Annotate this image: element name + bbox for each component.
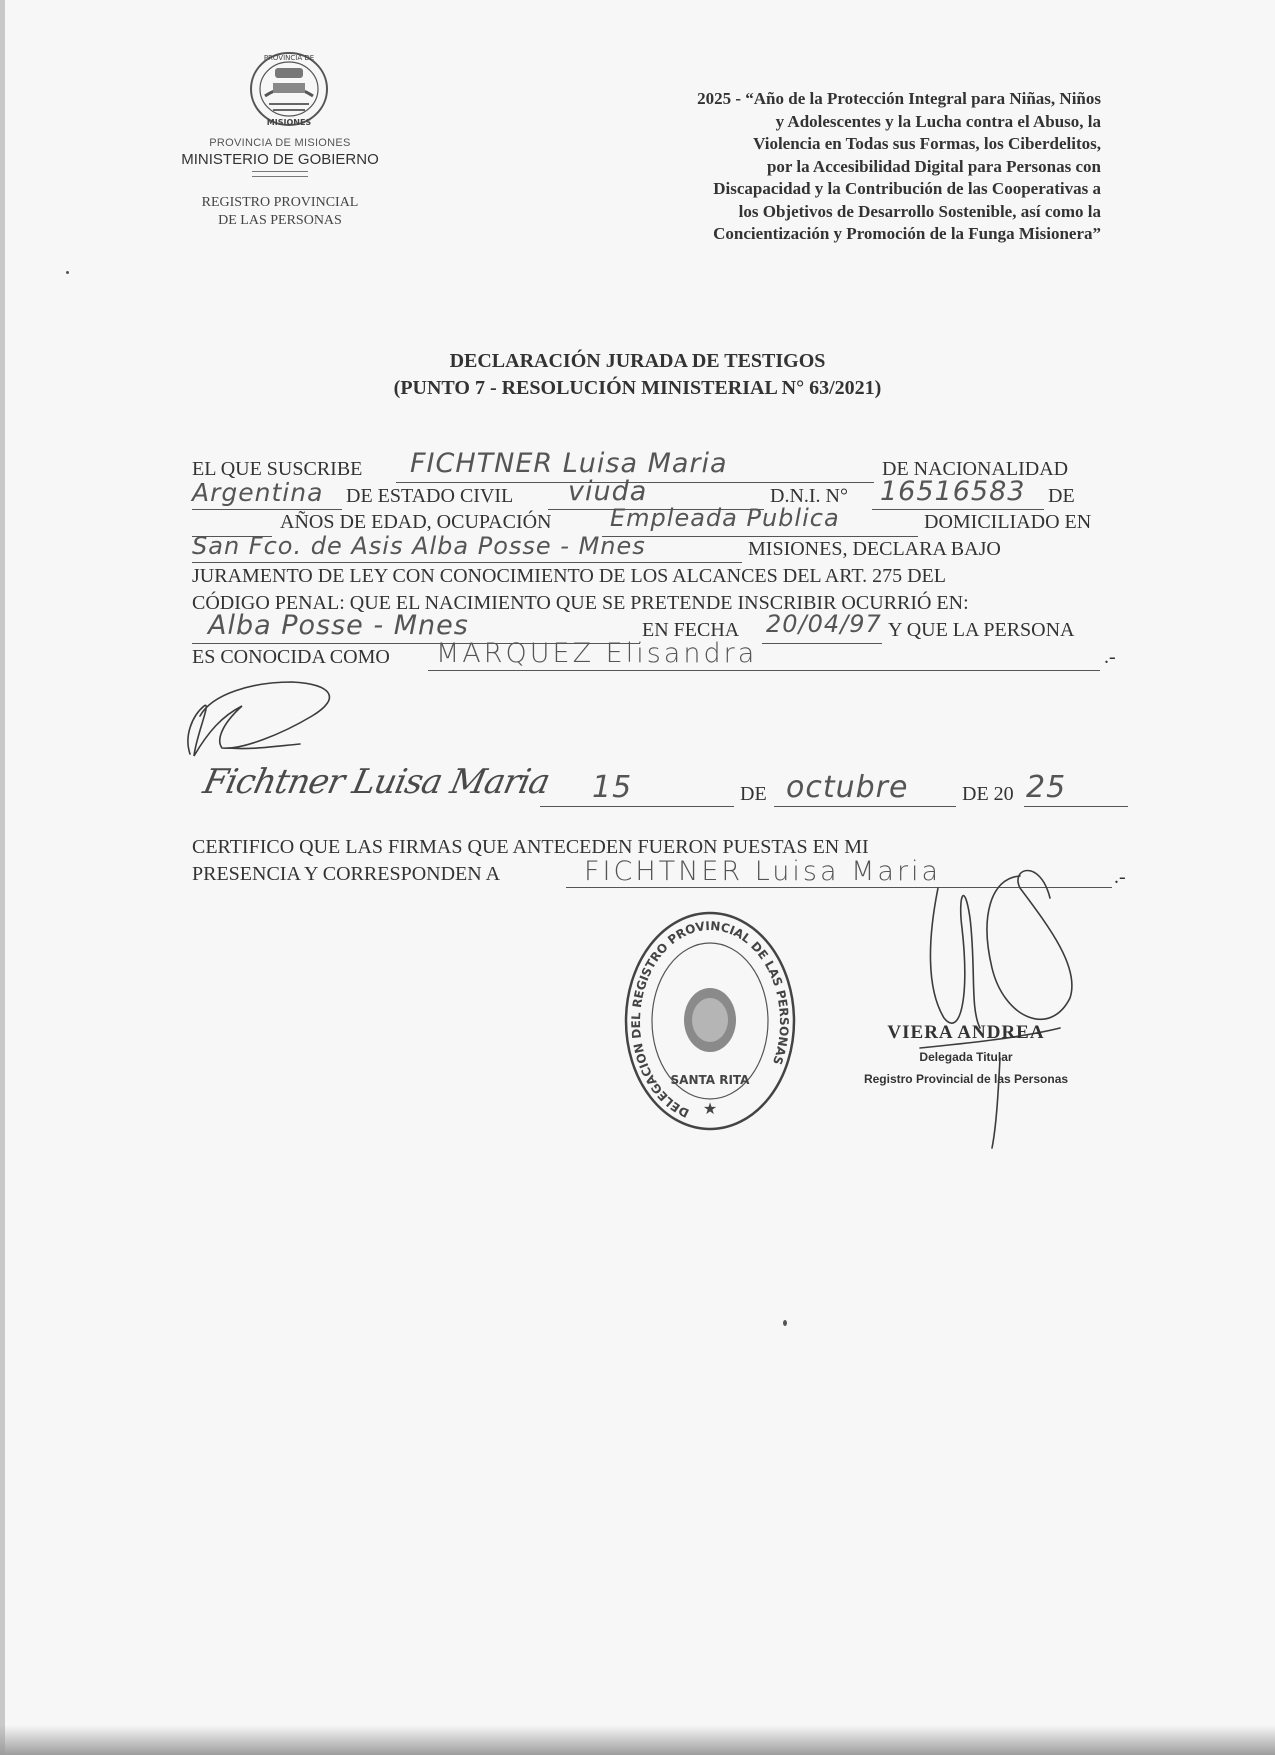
scan-speck xyxy=(66,271,69,274)
field-line-anio xyxy=(1024,806,1128,807)
label-de-mes: DE xyxy=(740,783,767,805)
label-domiciliado-en: DOMICILIADO EN xyxy=(924,511,1092,533)
field-estado-civil: viuda xyxy=(568,476,648,507)
field-mes: octubre xyxy=(786,770,909,805)
document-title: DECLARACIÓN JURADA DE TESTIGOS xyxy=(449,350,826,372)
year-motto xyxy=(541,88,1101,246)
label-dni: D.N.I. N° xyxy=(770,485,848,507)
registry-stamp xyxy=(622,908,798,1134)
scan-bottom-edge xyxy=(0,1725,1275,1755)
field-ocupacion: Empleada Publica xyxy=(610,504,840,532)
field-dia: 15 xyxy=(592,770,633,805)
field-line-conocida-como xyxy=(428,670,1100,671)
field-nacionalidad: Argentina xyxy=(192,478,324,507)
text-juramento: JURAMENTO DE LEY CON CONOCIMIENTO DE LOS ALCANCES DEL ART. 275 DEL xyxy=(192,565,946,587)
stamp-star-icon: ★ xyxy=(702,1099,718,1118)
field-anio: 25 xyxy=(1026,770,1067,805)
field-dni: 16516583 xyxy=(880,476,1026,507)
stamp-ring-text: DELEGACION DEL REGISTRO PROVINCIAL DE LAS PERSONAS xyxy=(628,918,792,1121)
text-certifico-1: CERTIFICO QUE LAS FIRMAS QUE ANTECEDEN FUERON PUESTAS EN MI xyxy=(192,836,869,858)
field-domicilio: San Fco. de Asis Alba Posse - Mnes xyxy=(192,532,646,560)
text-certifico-2: PRESENCIA Y CORRESPONDEN A xyxy=(192,863,501,885)
text-codigo-penal: CÓDIGO PENAL: QUE EL NACIMIENTO QUE SE PRETENDE INSCRIBIR OCURRIÓ EN: xyxy=(192,592,969,614)
header-divider xyxy=(252,176,308,177)
scan-left-edge xyxy=(0,0,5,1755)
field-conocida-como: MARQUEZ Elisandra xyxy=(436,638,758,669)
field-line-domicilio xyxy=(192,562,742,563)
field-line-ocupacion xyxy=(602,536,918,537)
motto-line: por la Accesibilidad Digital para Personas con xyxy=(766,156,1101,176)
official-office: Registro Provincial de las Personas xyxy=(863,1072,1069,1086)
motto-line: y Adolescentes y la Lucha contra el Abuso, la xyxy=(775,111,1101,131)
registry-line-1: REGISTRO PROVINCIAL xyxy=(201,195,359,210)
label-de-nacionalidad: DE NACIONALIDAD xyxy=(882,458,1069,480)
registry-line-2: DE LAS PERSONAS xyxy=(218,213,342,228)
label-de: DE xyxy=(1048,485,1075,507)
label-es-conocida-como: ES CONOCIDA COMO xyxy=(192,646,390,668)
motto-line: Discapacidad y la Contribución de las Cooperativas a xyxy=(713,179,1101,198)
official-signature-mark xyxy=(900,858,1100,1158)
field-line-fecha xyxy=(762,643,882,644)
end-mark-2: .- xyxy=(1114,866,1126,888)
field-suscribe-name: FICHTNER Luisa Maria xyxy=(410,448,728,479)
motto-line: Concientización y Promoción de la Funga Misionera” xyxy=(713,224,1101,243)
field-line-dni xyxy=(872,509,1044,510)
motto-line: los Objetivos de Desarrollo Sostenible, así como la xyxy=(738,201,1101,221)
field-lugar-nacimiento: Alba Posse - Mnes xyxy=(208,610,469,641)
field-line-dia xyxy=(540,806,734,807)
svg-text:SANTA RITA: SANTA RITA xyxy=(670,1073,750,1087)
label-de-estado-civil: DE ESTADO CIVIL xyxy=(346,485,514,507)
svg-text:PROVINCIA DE: PROVINCIA DE xyxy=(263,54,315,62)
scan-speck xyxy=(783,1320,787,1326)
field-fecha: 20/04/97 xyxy=(766,610,882,638)
field-line-mes xyxy=(774,806,956,807)
header-divider xyxy=(252,171,308,172)
official-role: Delegada Titular xyxy=(919,1050,1013,1064)
official-name: VIERA ANDREA xyxy=(887,1022,1045,1043)
declarant-signature: Fichtner Luisa Maria xyxy=(199,762,553,802)
label-en-fecha: EN FECHA xyxy=(642,619,740,641)
motto-line: Violencia en Todas sus Formas, los Ciberdelitos, xyxy=(753,134,1101,153)
field-line-nacionalidad xyxy=(192,509,342,510)
label-misiones-declara: MISIONES, DECLARA BAJO xyxy=(748,538,1001,560)
province-seal-logo xyxy=(247,50,331,128)
field-corresponden-a: FICHTNER Luisa Maria xyxy=(584,856,942,887)
motto-line: 2025 - “Año de la Protección Integral para Niñas, Niños xyxy=(697,89,1101,108)
ministry-label: MINISTERIO DE GOBIERNO xyxy=(181,151,379,168)
declarant-signature-mark xyxy=(182,676,362,766)
end-mark: .- xyxy=(1104,646,1116,668)
document-subtitle: (PUNTO 7 - RESOLUCIÓN MINISTERIAL N° 63/2021) xyxy=(393,377,882,399)
label-el-que-suscribe: EL QUE SUSCRIBE xyxy=(192,458,363,480)
label-y-que-la-persona: Y QUE LA PERSONA xyxy=(888,619,1075,641)
province-label: PROVINCIA DE MISIONES xyxy=(209,137,351,149)
label-de-anio: DE 20 xyxy=(962,783,1014,805)
label-anos-ocupacion: AÑOS DE EDAD, OCUPACIÓN xyxy=(280,511,552,533)
svg-text:MISIONES: MISIONES xyxy=(266,118,312,127)
